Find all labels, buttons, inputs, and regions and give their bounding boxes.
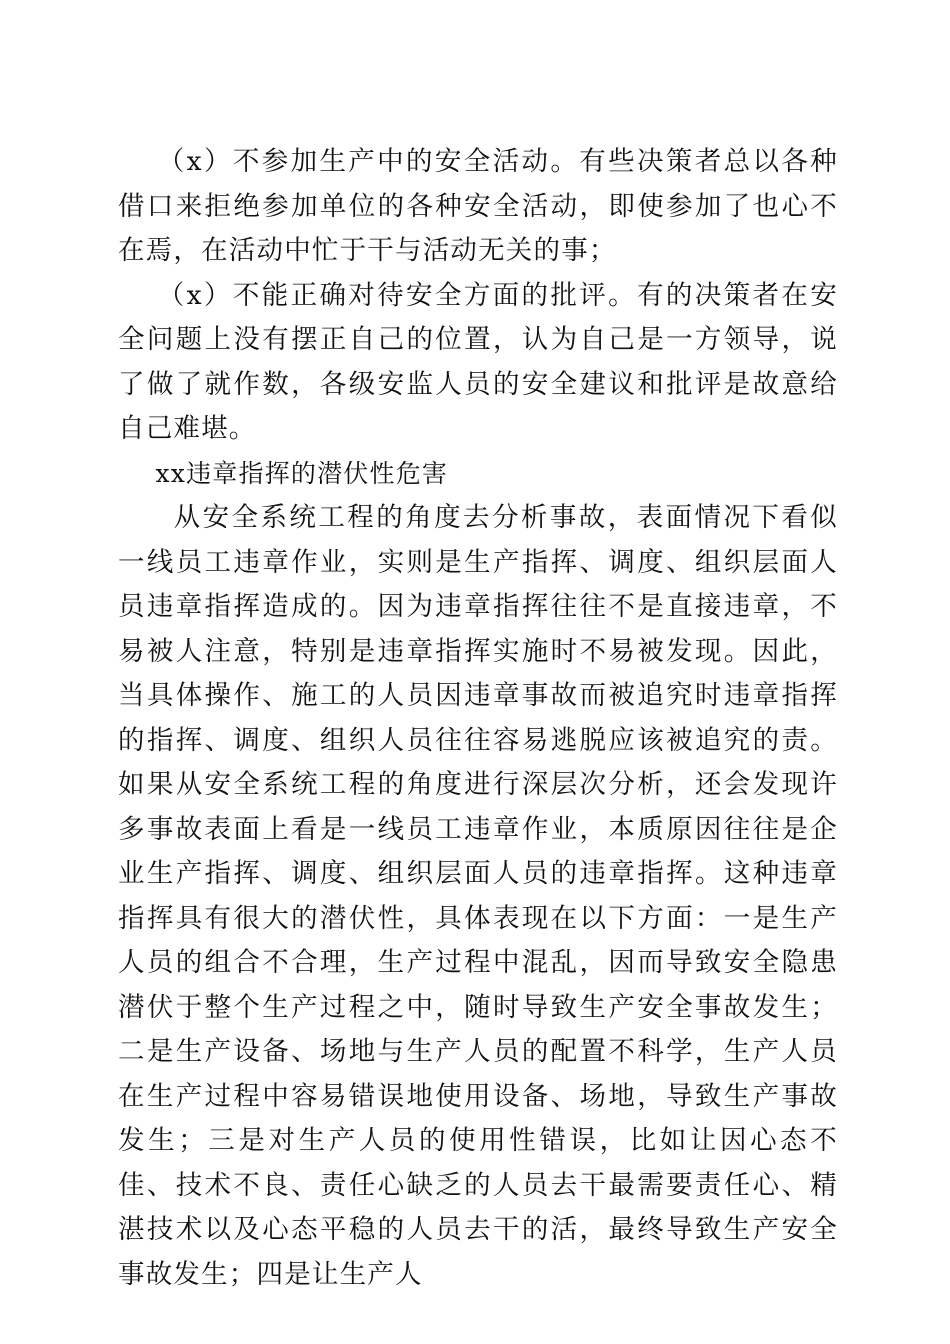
paragraph-body: 从安全系统工程的角度去分析事故，表面情况下看似一线员工违章作业，实则是生产指挥、调度、组织层面人员违章指挥造成的。因为违章指挥往往不是直接违章，不易被人注意，特别是违章指挥实施时不易被发现。因此，当具体操作、施工的人员因违章事故而被追究时违章指挥的指挥、调度、组织人员往往容易逃脱应该被追究的责。如果从安全系统工程的角度进行深层次分析，还会发现许多事故表面上看是一线员工违章作业，本质原因往往是企业生产指挥、调度、组织层面人员的违章指挥。这种违章指挥具有很大的潜伏性，具体表现在以下方面：一是生产人员的组合不合理，生产过程中混乱，因而导致安全隐患潜伏于整个生产过程之中，随时导致生产安全事故发生；二是生产设备、场地与生产人员的配置不科学，生产人员在生产过程中容易错误地使用设备、场地，导致生产事故发生；三是对生产人员的使用性错误，比如让因心态不佳、技术不良、责任心缺乏的人员去干最需要责任心、精湛技术以及心态平稳的人员去干的活，最终导致生产安全事故发生；四是让生产人	[118, 502, 838, 1290]
paragraph-item-1: （x）不参加生产中的安全活动。有些决策者总以各种借口来拒绝参加单位的各种安全活动，即使参加了也心不在焉，在活动中忙于干与活动无关的事；	[118, 146, 838, 266]
paragraph-item-2: （x）不能正确对待安全方面的批评。有的决策者在安全问题上没有摆正自己的位置，认为自己是一方领导，说了做了就作数，各级安监人员的安全建议和批评是故意给自己难堪。	[118, 279, 838, 444]
section-heading: xx违章指挥的潜伏性危害	[155, 458, 449, 488]
document-body	[118, 140, 838, 1297]
